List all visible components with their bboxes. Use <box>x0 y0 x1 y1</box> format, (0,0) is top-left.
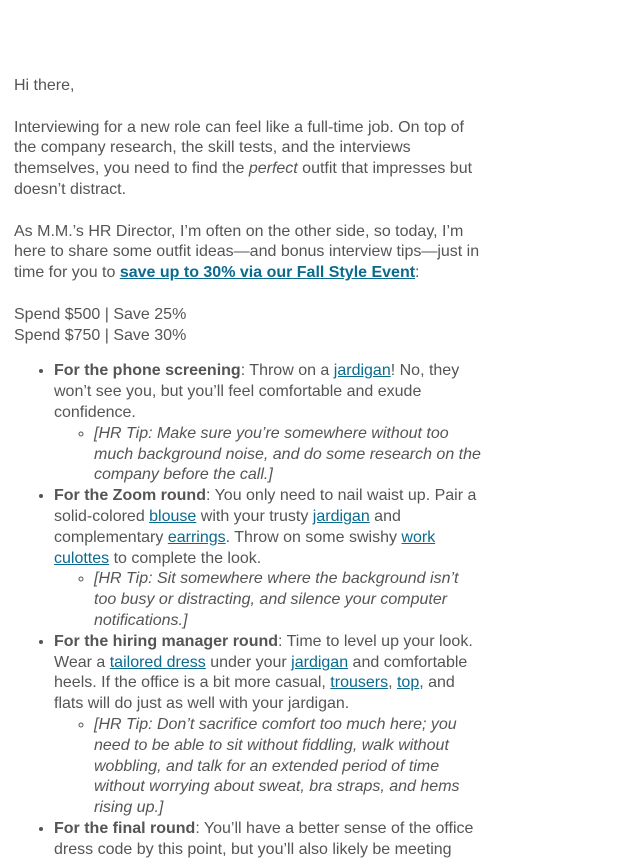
blouse-link[interactable]: blouse <box>149 507 197 525</box>
work-culottes-link[interactable]: work culottes <box>54 528 436 567</box>
jardigan-link[interactable]: jardigan <box>291 653 349 671</box>
hr-tip: ◦ [HR Tip: Don’t sacrifice comfort too much here; you need to be able to sit without fiddling, walk without wobbling, and talk for an extended period of time without worrying about sweat, bra straps, and hems rising up.] <box>94 715 482 819</box>
email-body <box>14 76 482 860</box>
jardigan-link[interactable]: jardigan <box>312 507 370 525</box>
hr-director-paragraph: As M.M.’s HR Director, I’m often on the other side, so today, I’m here to share some outfit ideas—and bonus interview tips—just in time for you to save up to 30% via our Fall Style Event: <box>14 222 480 282</box>
fall-style-event-link[interactable]: save up to 30% via our Fall Style Event <box>119 264 416 282</box>
round-final: • For the final round: You’ll have a better sense of the office dress code by this point, but you’ll also likely be meeting <box>54 819 482 860</box>
round-hiring-manager: • For the hiring manager round: Time to level up your look. Wear a tailored dress under your jardigan and comfortable heels. If the office is a bit more casual, trousers, top, and flats will do just as well with your jardigan. ◦ [HR Tip: Don’t sacrifice comfort too much here; you need to be able to sit without fiddling, walk without wobbling, and talk for an extended period of time without worrying about sweat, bra straps, and hems rising up.] <box>54 632 482 819</box>
tailored-dress-link[interactable]: tailored dress <box>109 653 206 671</box>
round-zoom: • For the Zoom round: You only need to nail waist up. Pair a solid-colored blouse with your trusty jardigan and complementary earrings. Throw on some swishy work culottes to complete the look. ◦ [HR Tip: Sit somewhere where the background isn’t too busy or distracting, and silence your computer notifications.] <box>54 486 482 632</box>
jardigan-link[interactable]: jardigan <box>333 362 391 380</box>
trousers-link[interactable]: trousers <box>330 674 389 692</box>
round-phone-screening: • For the phone screening: Throw on a jardigan! No, they won’t see you, but you’ll feel comfortable and exude confidence. ◦ [HR Tip: Make sure you’re somewhere without too much background noise, and do some research on the company before the call.] <box>54 361 482 486</box>
top-link[interactable]: top <box>396 674 420 692</box>
interview-round-list <box>14 361 482 860</box>
greeting: Hi there, <box>14 77 75 94</box>
hr-tip: ◦ [HR Tip: Sit somewhere where the background isn’t too busy or distracting, and silence your computer notifications.] <box>94 569 482 631</box>
intro-paragraph: Interviewing for a new role can feel like a full-time job. On top of the company research, the skill tests, and the interviews themselves, you need to find the perfect outfit that impresses but doesn’t distract. <box>14 118 473 198</box>
offer-500: Spend $500 | Save 25% <box>14 305 187 323</box>
emphasis-perfect: perfect <box>248 160 298 178</box>
earrings-link[interactable]: earrings <box>167 528 226 546</box>
offer-750: Spend $750 | Save 30% <box>14 326 187 344</box>
hr-tip: ◦ [HR Tip: Make sure you’re somewhere without too much background noise, and do some research on the company before the call.] <box>94 424 482 486</box>
